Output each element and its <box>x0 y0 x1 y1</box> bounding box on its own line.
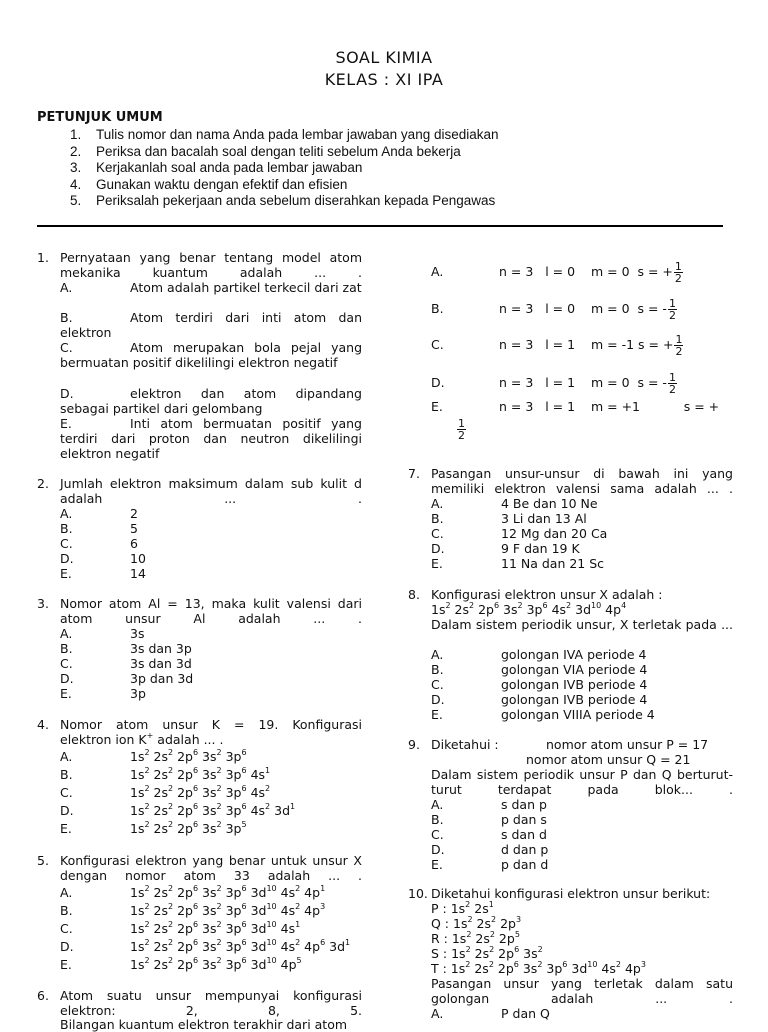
instruction-item: 5. Periksalah pekerjaan anda sebelum diserahkan kepada Pengawas <box>70 193 496 208</box>
question-stem: Pasangan unsur-unsur di bawah ini yang memiliki elektron valensi sama adalah ... . <box>431 466 733 496</box>
option-c[interactable]: C. 3s dan 3d <box>60 656 192 671</box>
option-e[interactable]: E. Inti atom bermuatan positif yang terdiri dari proton dan neutron dikelilingi elektron negatif <box>60 416 362 461</box>
option-a[interactable]: A. golongan IVA periode 4 <box>431 647 647 662</box>
instruction-item: 1. Tulis nomor dan nama Anda pada lembar jawaban yang disediakan <box>70 127 499 142</box>
option-e[interactable]: E. golongan VIIIA periode 4 <box>431 707 655 722</box>
option-c[interactable]: C. golongan IVB periode 4 <box>431 677 648 692</box>
option-b[interactable]: B. p dan s <box>431 812 547 827</box>
option-a[interactable]: A. $1s^2$ $2s^2$ $2p^6$ $3s^2$ $3p^6$ $3d^{10}$ $4s^2$ $4p^1$ <box>60 883 326 900</box>
question-stem: Dalam sistem periodik unsur P dan Q berturut-turut terdapat pada blok... . <box>431 767 733 797</box>
question-stem: Pernyataan yang benar tentang model atom mekanika kuantum adalah ... . <box>60 250 362 280</box>
option-e[interactable]: E. 14 <box>60 566 146 581</box>
option-c[interactable]: C. Atom merupakan bola pejal yang bermuatan positif dikelilingi elektron negatif <box>60 340 362 370</box>
option-e[interactable]: E. 3p <box>60 686 146 701</box>
config-p: P : $1s^2$ $2s^1$ <box>431 899 494 916</box>
question-stem: Jumlah elektron maksimum dalam sub kulit d adalah ... . <box>60 476 362 506</box>
option-a[interactable]: A. $1s^2$ $2s^2$ $2p^6$ $3s^2$ $3p^6$ <box>60 747 247 764</box>
question-6: 6. Atom suatu unsur mempunyai konfigurasi elektron: 2, 8, 5. Bilangan kuantum elektron terakhir dari atom <box>37 988 362 1032</box>
option-e[interactable]: E. p dan d <box>431 857 549 872</box>
option-b[interactable]: B. 3 Li dan 13 Al <box>431 511 587 526</box>
option-a[interactable]: A. 4 Be dan 10 Ne <box>431 496 598 511</box>
config-t: T : $1s^2$ $2s^2$ $2p^6$ $3s^2$ $3p^6$ $3d^{10}$ $4s^2$ $4p^3$ <box>431 959 646 976</box>
question-stem: Diketahui konfigurasi elektron unsur berikut: <box>431 886 711 901</box>
question-6-options <box>408 256 733 446</box>
option-e[interactable]: E. 11 Na dan 21 Sc <box>431 556 605 571</box>
option-d[interactable]: D. elektron dan atom dipandang sebagai partikel dari gelombang <box>60 386 362 416</box>
config-s: S : $1s^2$ $2s^2$ $2p^6$ $3s^2$ <box>431 944 543 961</box>
question-stem-2: Pasangan unsur yang terletak dalam satu golongan adalah ... . <box>431 976 733 1006</box>
option-c[interactable]: C. $1s^2$ $2s^2$ $2p^6$ $3s^2$ $3p^6$ $3d^{10}$ $4s^1$ <box>60 919 301 936</box>
page-subtitle: KELAS : XI IPA <box>324 70 444 89</box>
question-stem-line2: elektron ion K+ adalah ... . <box>60 730 224 747</box>
option-d[interactable]: D. 9 F dan 19 K <box>431 541 580 556</box>
option-d[interactable]: D. golongan IVB periode 4 <box>431 692 648 707</box>
electron-configuration: $1s^2$ $2s^2$ $2p^6$ $3s^2$ $3p^6$ $4s^2$ $3d^{10}$ $4p^4$ <box>431 600 627 617</box>
option-a[interactable]: A. n = 3 l = 0 m = 0 s = + $\frac{1}{2}$ <box>431 260 682 285</box>
option-a[interactable]: A. P dan Q <box>431 1006 550 1021</box>
right-column: A. n = 3 l = 0 m = 0 s = + $\frac{1}{2}$ B. n = 3 l = 0 m = 0 s = - $\frac{1}{2}$ C. n = 3 l = 1 m = -1 s = + $\frac{1}{2}$ D. n = 3 l = 1 m = 0 s = - $\frac{1}{2}$ E. n = 3 l = 1 m = +1 s = + $\frac{1}{2}$ 7. Pasangan unsur-unsur di bawah ini yang memiliki elektron valensi sama adalah ... . A. 4 Be dan 10 Ne B. 3 Li dan 13 Al C. 12 Mg dan 20 Ca D. 9 F dan 19 K E. 11 Na dan 21 Sc 8. Konfigurasi elektron unsur X adalah : $1s^2$ $2s^2$ $2p^6$ $3s^2$ $3p^6$ $4s^2$ $3d^{10}$ $4p^4$ Dalam sistem periodik unsur, X terletak pada ... A. golongan IVA periode 4 B. golongan VIA periode 4 C. golongan IVB periode 4 D. golongan IVB periode 4 E. golongan VIIIA periode 4 9. Diketahui : nomor atom unsur P = 17 nomor atom unsur Q = 21 Dalam sistem periodik unsur P dan Q berturut-turut terdapat pada blok... . A. s dan p B. p dan s C. s dan d D. d dan p E. p dan d 10. Diketahui konfigurasi elektron unsur berikut: P : $1s^2$ $2s^1$ Q : $1s^2$ $2s^2$ $2p^3$ R : $1s^2$ $2s^2$ $2p^5$ S : $1s^2$ $2s^2$ $2p^6$ $3s^2$ T : $1s^2$ $2s^2$ $2p^6$ $3s^2$ $3p^6$ $3d^{10}$ $4s^2$ $4p^3$ Pasangan unsur yang terletak dalam satu golongan adalah ... . A. P dan Q <box>408 256 733 1024</box>
option-a[interactable]: A. Atom adalah partikel terkecil dari zat <box>60 280 362 295</box>
given-p: nomor atom unsur P = 17 <box>546 737 709 752</box>
given-q: nomor atom unsur Q = 21 <box>526 752 691 767</box>
option-d[interactable]: D. 3p dan 3d <box>60 671 194 686</box>
option-d[interactable]: D. n = 3 l = 1 m = 0 s = - $\frac{1}{2}$ <box>431 371 676 396</box>
option-b[interactable]: B. $1s^2$ $2s^2$ $2p^6$ $3s^2$ $3p^6$ $4s^1$ <box>60 765 271 782</box>
option-b[interactable]: B. golongan VIA periode 4 <box>431 662 648 677</box>
question-label: Diketahui : <box>431 737 499 752</box>
option-b[interactable]: B. 5 <box>60 521 138 536</box>
option-c[interactable]: C. $1s^2$ $2s^2$ $2p^6$ $3s^2$ $3p^6$ $4s^2$ <box>60 783 271 800</box>
option-d[interactable]: D. 10 <box>60 551 146 566</box>
question-stem: Nomor atom Al = 13, maka kulit valensi dari atom unsur Al adalah ... . <box>60 596 362 626</box>
option-a[interactable]: A. 2 <box>60 506 138 521</box>
option-e[interactable]: E. $1s^2$ $2s^2$ $2p^6$ $3s^2$ $3p^6$ $3d^{10}$ $4p^5$ <box>60 955 302 972</box>
option-e-fraction: $\frac{1}{2}$ <box>458 417 465 442</box>
option-c[interactable]: C. n = 3 l = 1 m = -1 s = + $\frac{1}{2}$ <box>431 333 683 358</box>
option-a[interactable]: A. 3s <box>60 626 145 641</box>
instruction-item: 3. Kerjakanlah soal anda pada lembar jawaban <box>70 160 363 175</box>
option-c[interactable]: C. 12 Mg dan 20 Ca <box>431 526 608 541</box>
instructions-heading: PETUNJUK UMUM <box>37 110 163 125</box>
option-b[interactable]: B. 3s dan 3p <box>60 641 192 656</box>
option-b[interactable]: B. n = 3 l = 0 m = 0 s = - $\frac{1}{2}$ <box>431 297 676 322</box>
instruction-item: 4. Gunakan waktu dengan efektif dan efisien <box>70 176 348 192</box>
option-c[interactable]: C. 6 <box>60 536 138 551</box>
config-r: R : $1s^2$ $2s^2$ $2p^5$ <box>431 929 520 946</box>
option-e[interactable]: E. n = 3 l = 1 m = +1 s = + <box>431 399 720 414</box>
question-10: 10. Diketahui konfigurasi elektron unsur berikut: P : $1s^2$ $2s^1$ Q : $1s^2$ $2s^2$ $2p^3$ R : $1s^2$ $2s^2$ $2p^5$ S : $1s^2$ $2s^2$ $2p^6$ $3s^2$ T : $1s^2$ $2s^2$ $2p^6$ $3s^2$ $3p^6$ $3d^{10}$ $4s^2$ $4p^3$ Pasangan unsur yang terletak dalam satu golongan adalah ... . A. P dan Q <box>408 886 733 1021</box>
question-stem: Konfigurasi elektron unsur X adalah : <box>431 587 663 602</box>
option-b[interactable]: B. $1s^2$ $2s^2$ $2p^6$ $3s^2$ $3p^6$ $3d^{10}$ $4s^2$ $4p^3$ <box>60 901 326 918</box>
section-divider <box>37 225 723 227</box>
question-stem-2: Dalam sistem periodik unsur, X terletak pada ... <box>431 617 733 632</box>
instruction-item: 2. Periksa dan bacalah soal dengan teliti sebelum Anda bekerja <box>70 143 461 159</box>
question-stem: Atom suatu unsur mempunyai konfigurasi elektron: 2, 8, 5. <box>60 988 362 1018</box>
option-d[interactable]: D. $1s^2$ $2s^2$ $2p^6$ $3s^2$ $3p^6$ $4s^2$ $3d^1$ <box>60 801 296 818</box>
option-a[interactable]: A. s dan p <box>431 797 547 812</box>
page-title: SOAL KIMIA <box>335 48 433 67</box>
option-e[interactable]: E. $1s^2$ $2s^2$ $2p^6$ $3s^2$ $3p^5$ <box>60 819 247 836</box>
config-q: Q : $1s^2$ $2s^2$ $2p^3$ <box>431 914 522 931</box>
question-stem: Nomor atom unsur K = 19. Konfigurasi <box>60 717 362 732</box>
option-d[interactable]: D. d dan p <box>431 842 549 857</box>
option-b[interactable]: B. Atom terdiri dari inti atom dan elektron <box>60 310 362 340</box>
question-stem-cut: Bilangan kuantum elektron terakhir dari atom <box>60 1017 348 1032</box>
option-d[interactable]: D. $1s^2$ $2s^2$ $2p^6$ $3s^2$ $3p^6$ $3d^{10}$ $4s^2$ $4p^6$ $3d^1$ <box>60 937 351 954</box>
instructions-list <box>70 127 499 210</box>
question-stem: Konfigurasi elektron yang benar untuk unsur X dengan nomor atom 33 adalah ... . <box>60 853 362 883</box>
option-c[interactable]: C. s dan d <box>431 827 547 842</box>
left-column: 1. Pernyataan yang benar tentang model atom mekanika kuantum adalah ... . A. Atom adalah partikel terkecil dari zat B. Atom terdiri dari inti atom dan elektron C. Atom merupakan bola pejal yang bermuatan positif dikelilingi elektron negatif D. elektron dan atom dipandang sebagai partikel dari gelombang E. Inti atom bermuatan positif yang terdiri dari proton dan neutron dikelilingi elektron negatif 2. Jumlah elektron maksimum dalam sub kulit d adalah ... . A. 2 B. 5 C. 6 D. 10 E. 14 3. Nomor atom Al = 13, maka kulit valensi dari atom unsur Al adalah ... . A. 3s B. 3s dan 3p C. 3s dan 3d D. 3p dan 3d E. 3p 4. Nomor atom unsur K = 19. Konfigurasi elektron ion K+ adalah ... . A. $1s^2$ $2s^2$ $2p^6$ $3s^2$ $3p^6$ B. $1s^2$ $2s^2$ $2p^6$ $3s^2$ $3p^6$ $4s^1$ C. $1s^2$ $2s^2$ $2p^6$ $3s^2$ $3p^6$ $4s^2$ D. $1s^2$ $2s^2$ $2p^6$ $3s^2$ $3p^6$ $4s^2$ $3d^1$ E. $1s^2$ $2s^2$ $2p^6$ $3s^2$ $3p^5$ 5. Konfigurasi elektron yang benar untuk unsur X dengan nomor atom 33 adalah ... . A. $1s^2$ $2s^2$ $2p^6$ $3s^2$ $3p^6$ $3d^{10}$ $4s^2$ $4p^1$ B. $1s^2$ $2s^2$ $2p^6$ $3s^2$ $3p^6$ $3d^{10}$ $4s^2$ $4p^3$ C. $1s^2$ $2s^2$ $2p^6$ $3s^2$ $3p^6$ $3d^{10}$ $4s^1$ D. $1s^2$ $2s^2$ $2p^6$ $3s^2$ $3p^6$ $3d^{10}$ $4s^2$ $4p^6$ $3d^1$ E. $1s^2$ $2s^2$ $2p^6$ $3s^2$ $3p^6$ $3d^{10}$ $4p^5$ 6. Atom suatu unsur mempunyai konfigurasi elektron: 2, 8, 5. Bilangan kuantum elektron terakhir dari atom <box>37 250 362 1032</box>
